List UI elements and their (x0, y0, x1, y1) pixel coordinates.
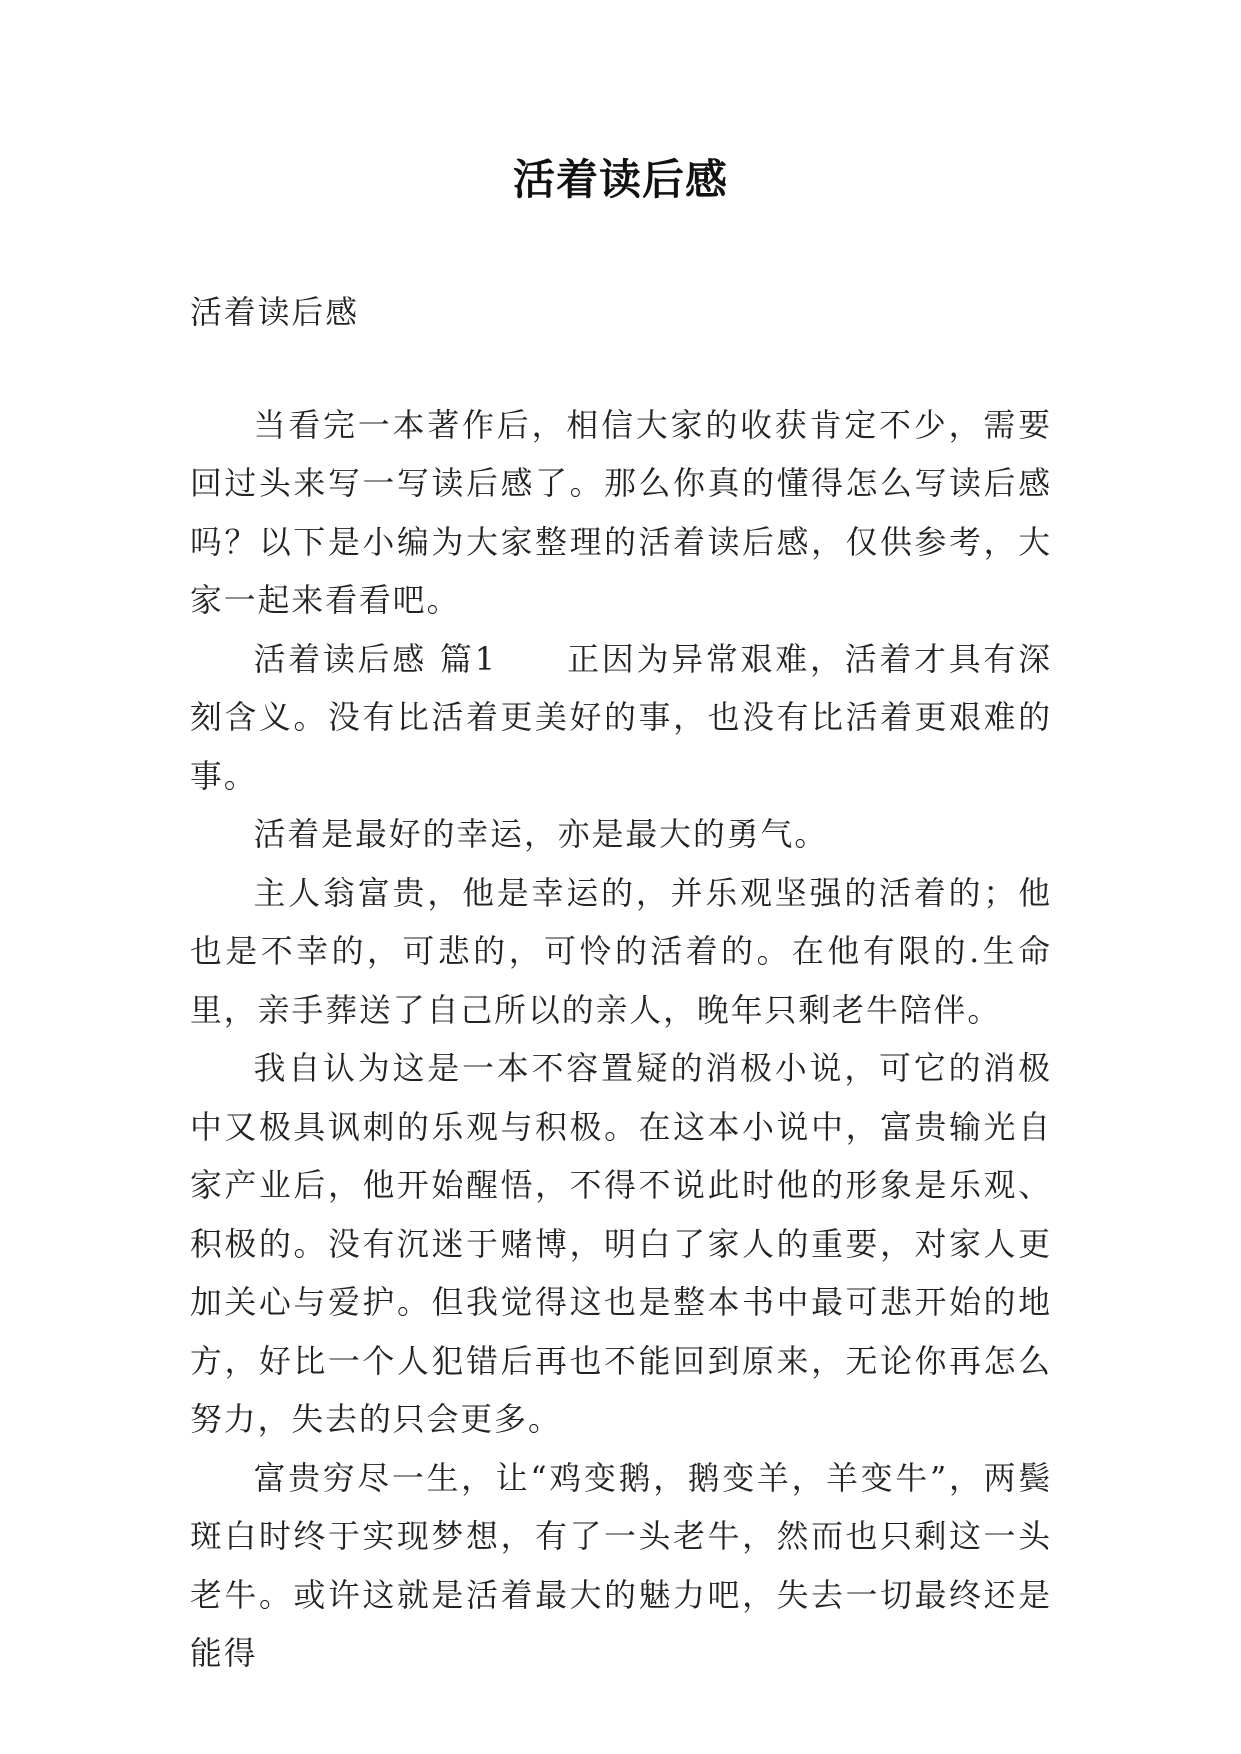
paragraph: 活着读后感 篇1 正因为异常艰难，活着才具有深刻含义。没有比活着更美好的事，也没有比活着更艰难的事。 (190, 640, 1052, 795)
paragraph: 当看完一本著作后，相信大家的收获肯定不少，需要回过头来写一写读后感了。那么你真的懂得怎么写读后感吗？以下是小编为大家整理的活着读后感，仅供参考，大家一起来看看吧。 (190, 406, 1052, 619)
document-title: 活着读后感 (512, 155, 728, 204)
paragraph: 主人翁富贵，他是幸运的，并乐观坚强的活着的；他也是不幸的，可悲的，可怜的活着的。在他有限的.生命里，亲手葬送了自己所以的亲人，晚年只剩老牛陪伴。 (190, 874, 1052, 1029)
document-body (190, 284, 1052, 1684)
paragraph: 我自认为这是一本不容置疑的消极小说，可它的消极中又极具讽刺的乐观与积极。在这本小说中，富贵输光自家产业后，他开始醒悟，不得不说此时他的形象是乐观、积极的。没有沉迷于赌博，明白了家人的重要，对家人更加关心与爱护。但我觉得这也是整本书中最可悲开始的地方，好比一个人犯错后再也不能回到原来，无论你再怎么努力，失去的只会更多。 (190, 1050, 1052, 1438)
paragraph: 富贵穷尽一生，让“鸡变鹅，鹅变羊，羊变牛”，两鬓斑白时终于实现梦想，有了一头老牛，然而也只剩这一头老牛。或许这就是活着最大的魅力吧，失去一切最终还是能得 (190, 1459, 1052, 1672)
paragraph: 活着是最好的幸运，亦是最大的勇气。 (253, 816, 829, 853)
document-subtitle: 活着读后感 (190, 294, 359, 331)
spacer (190, 343, 1052, 397)
